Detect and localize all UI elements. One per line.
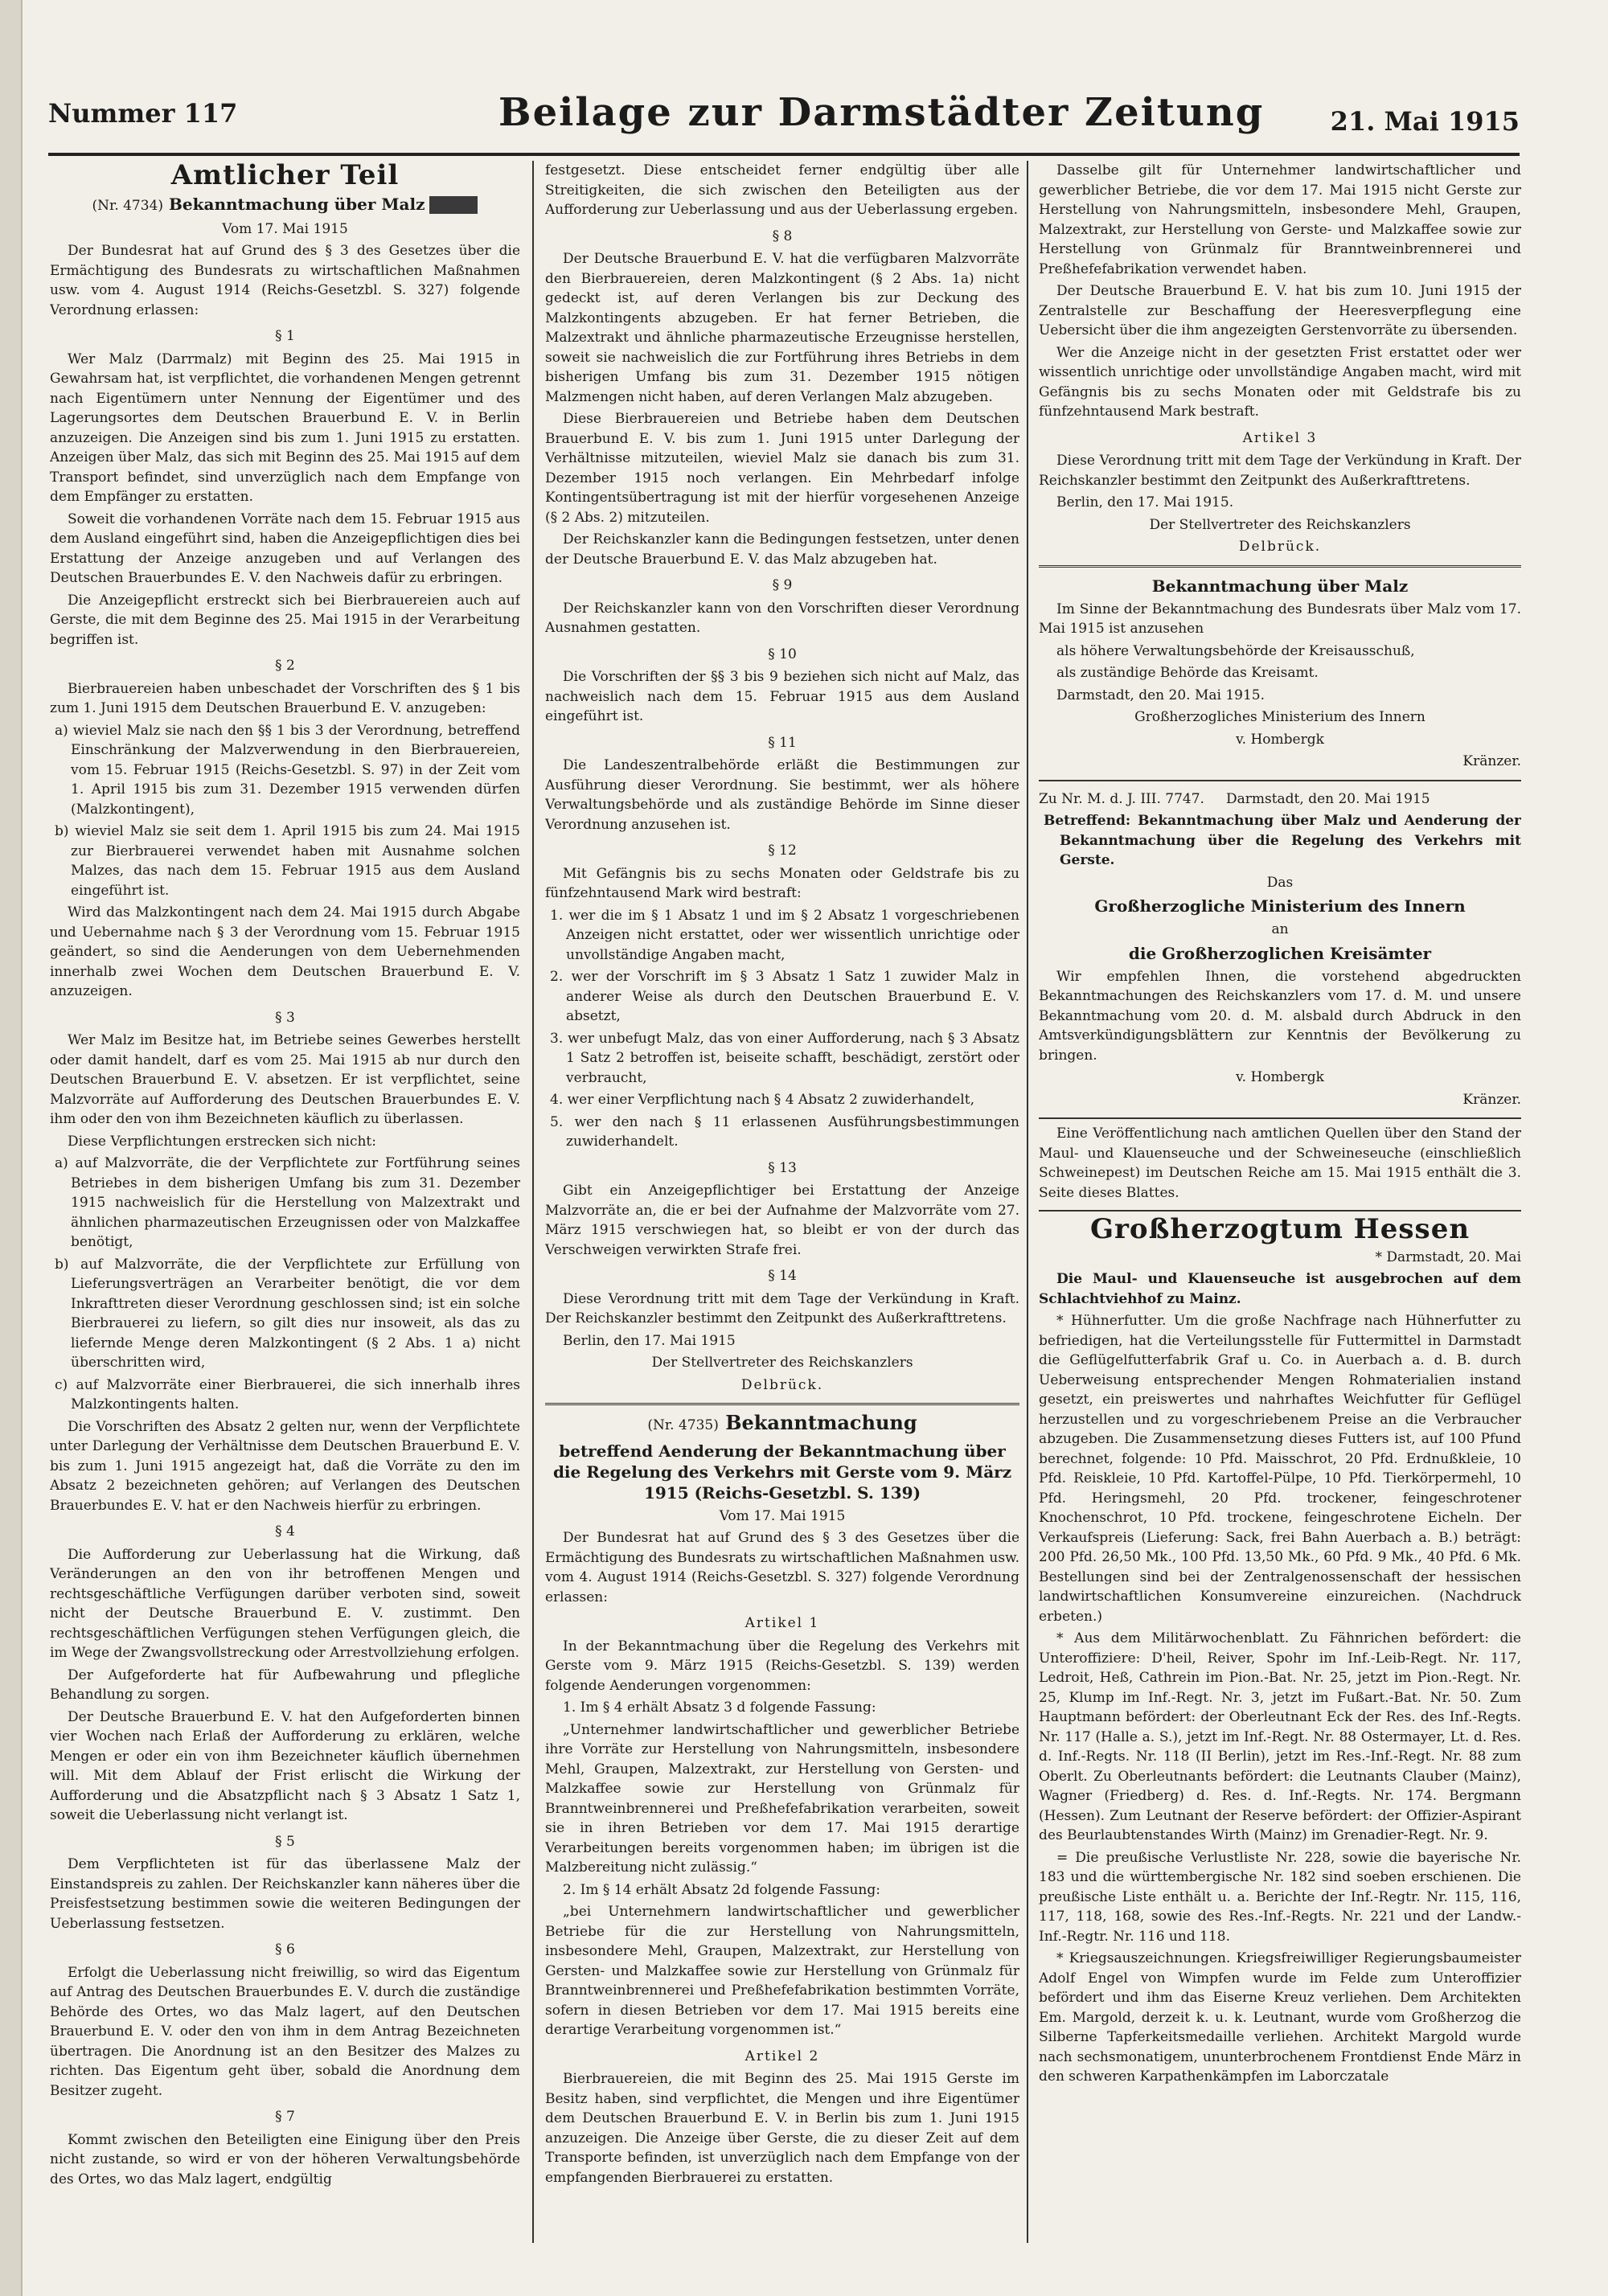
paragraph: Die Vorschriften des Absatz 2 gelten nur, wenn der Verpflichtete unter Darlegung der Verhältnisse dem Deutschen Brauerbund E. V. bis zum 1. Juni 1915 angezeigt hat, daß die Vorräte zu den im Absatz 2 bezeichneten gehören; auf Verlangen des Deutschen Brauerbundes E. V. hat er den Nachweis hierfür zu erbringen. (50, 1418, 520, 1514)
column-2 (545, 161, 1019, 2243)
signature-name: v. Hombergk (1236, 731, 1324, 748)
article-title: Bekanntmachung über Malz (169, 194, 425, 214)
article-mark: Artikel 1 (745, 1615, 820, 1631)
paragraph: Erfolgt die Ueberlassung nicht freiwillig, so wird das Eigentum auf Antrag des Deutschen Brauerbundes E. V. durch die zuständige Behörde des Ortes, wo das Malz lagert, auf den Deutschen Brauerbund E. V. oder den von ihm in dem Antrag Bezeichneten übertragen. Die Anordnung ist an den Besitzer des Malzes zu richten. Das Eigentum geht über, sobald die Anordnung dem Besitzer zugeht. (50, 1964, 520, 2099)
paragraph: Im Sinne der Bekanntmachung des Bundesrats über Malz vom 17. Mai 1915 ist anzusehen (1039, 601, 1521, 637)
column-rule (1027, 161, 1028, 2243)
paragraph: Die Aufforderung zur Ueberlassung hat die Wirkung, daß Veränderungen an den von ihr betroffenen Mengen und rechtsgeschäftliche Verfügungen darüber verboten sind, soweit nicht der Deutsche Brauerbund E. V. zustimmt. Den rechtsgeschäftlichen Verfügungen stehen Verfügungen gleich, die im Wege der Zwangsvollstreckung oder Arrestvollziehung erfolgen. (50, 1546, 520, 1661)
paragraph: Dasselbe gilt für Unternehmer landwirtschaftlicher und gewerblicher Betriebe, die vor dem 17. Mai 1915 nicht Gerste zur Herstellung von Nahrungsmitteln, insbesondere Mehl, Graupen, Malzextrakt, zur Herstellung von Gerste- und Malzkaffee sowie zur Herstellung von Grünmalz für Branntweinbrennerei und Preßhefefabrikation verwendet haben. (1039, 162, 1521, 277)
notice-text: Eine Veröffentlichung nach amtlichen Quellen über den Stand der Maul- und Klauenseuche und der Schweineseuche (einschließlich Schweinepest) im Deutschen Reiche am 15. Mai 1915 enthält die 3. Seite dieses Blattes. (1039, 1125, 1521, 1201)
place-date: Darmstadt, den 20. Mai 1915. (1056, 687, 1265, 703)
section-mark: § 4 (275, 1523, 295, 1540)
ministry-heading: Großherzogliche Ministerium des Innern (1094, 896, 1466, 916)
article-mark: Artikel 2 (745, 2048, 820, 2064)
article-mark: Artikel 3 (1242, 429, 1318, 446)
section-title: Amtlicher Teil (170, 161, 400, 191)
list-item: 4. wer einer Verpflichtung nach § 4 Absatz 2 zuwiderhandelt, (550, 1092, 974, 1108)
list-item: a) wieviel Malz sie nach den §§ 1 bis 3 der Verordnung, betreffend Einschränkung der Malzverwendung in den Bierbrauereien, vom 15. Februar 1915 (Reichs-Gesetzbl. S. 97) in der Zeit vom 1. April 1915 bis zum 31. Dezember 1915 verwenden dürfen (Malzkontingent), (55, 722, 520, 818)
paragraph: Die Vorschriften der §§ 3 bis 9 beziehen sich nicht auf Malz, das nachweislich nach dem 15. Februar 1915 aus dem Ausland eingeführt ist. (545, 669, 1019, 724)
paragraph: Der Deutsche Brauerbund E. V. hat den Aufgeforderten binnen vier Wochen nach Erlaß der Aufforderung zu erklären, welche Mengen er oder ein von ihm Bezeichneter käuflich übernehmen will. Mit dem Ablauf der Frist erlischt die Wirkung der Aufforderung und die Absatzpflicht nach § 3 Absatz 1 Satz 1, soweit die Ueberlassung nicht verlangt ist. (50, 1708, 520, 1823)
signature-name: v. Hombergk (1236, 1069, 1324, 1085)
paragraph: Bierbrauereien haben unbeschadet der Vorschriften des § 1 bis zum 1. Juni 1915 dem Deutschen Brauerbund E. V. anzugeben: (50, 680, 520, 716)
section-mark: § 12 (768, 843, 797, 859)
paragraph: 1. Im § 4 erhält Absatz 3 d folgende Fassung: (563, 1699, 876, 1716)
section-mark: § 6 (275, 1941, 295, 1958)
paragraph: Wer die Anzeige nicht in der gesetzten Frist erstattet oder wer wissentlich unrichtige oder unvollständige Angaben macht, wird mit Gefängnis bis zu sechs Monaten oder mit Geldstrafe bis zu fünfzehntausend Mark bestraft. (1039, 344, 1521, 420)
section-mark: § 14 (768, 1268, 797, 1284)
newspaper-title: Beilage zur Darmstädter Zeitung (498, 90, 1265, 135)
section-mark: § 3 (275, 1009, 295, 1026)
paragraph: Wird das Malzkontingent nach dem 24. Mai 1915 durch Abgabe und Uebernahme nach § 3 der Verordnung vom 15. Februar 1915 geändert, so sind die Aenderungen von dem Uebernehmenden innerhalb zwei Wochen dem Deutschen Brauerbund E. V. anzuzeigen. (50, 904, 520, 999)
paragraph: In der Bekanntmachung über die Regelung des Verkehrs mit Gerste vom 9. März 1915 (Reichs-Gesetzbl. S. 139) werden folgende Aenderungen vorgenommen: (545, 1638, 1019, 1694)
paragraph: festgesetzt. Diese entscheidet ferner endgültig über alle Streitigkeiten, die sich zwischen den Beteiligten aus der Aufforderung zur Ueberlassung und aus der Ueberlassung ergeben. (545, 162, 1019, 218)
header-rule (48, 153, 1520, 156)
paragraph: Wer Malz (Darrmalz) mit Beginn des 25. Mai 1915 in Gewahrsam hat, ist verpflichtet, die vorhandenen Mengen getrennt nach Eigentümern unter Nennung der Eigentümer und des Lagerungsortes dem Deutschen Brauerbund E. V. in Berlin anzuzeigen. Die Anzeigen sind bis zum 1. Juni 1915 zu erstatten. Anzeigen über Malz, das sich mit Beginn des 25. Mai 1915 auf dem Transport befindet, sind unverzüglich nach dem Empfange von dem Empfänger zu erstatten. (50, 351, 520, 505)
list-item: 3. wer unbefugt Malz, das von einer Aufforderung, nach § 3 Absatz 1 Satz 2 betroffen ist, beiseite schafft, beschädigt, zerstört oder verbraucht, (550, 1030, 1019, 1086)
address-word: an (1271, 921, 1289, 937)
news-item: = Die preußische Verlustliste Nr. 228, sowie die bayerische Nr. 183 und die württembergische Nr. 182 sind soeben erschienen. Die preußische Liste enthält u. a. Berichte der Inf.-Regtr. Nr. 115, 116, 117, 118, 168, sowie des Res.-Inf.-Regts. Nr. 221 und der Landw.-Inf.-Regtr. Nr. 116 und 118. (1039, 1849, 1521, 1945)
paragraph: Die Landeszentralbehörde erläßt die Bestimmungen zur Ausführung dieser Verordnung. Sie bestimmt, wer als höhere Verwaltungsbehörde und als zuständige Behörde im Sinne dieser Verordnung anzusehen ist. (545, 757, 1019, 833)
paragraph: als zuständige Behörde das Kreisamt. (1056, 665, 1319, 681)
paragraph: Diese Verpflichtungen erstrecken sich nicht: (68, 1133, 376, 1150)
article-heading (545, 1413, 1019, 1436)
article-number: (Nr. 4735) (647, 1417, 719, 1433)
section-mark: § 1 (275, 328, 295, 344)
quotation: „Unternehmer landwirtschaftlicher und gewerblicher Betriebe ihre Vorräte zur Herstellung von Nahrungsmitteln, insbesondere Mehl, Graupen, Malzextrakt, zur Herstellung von Gersten- und Malzkaffee sowie zur Herstellung von Grünmalz für Branntweinbrennerei und Preßhefefabrikation verarbeiten, soweit sie in ihren Betrieben vor dem 17. Mai 1915 derartige Verarbeitungen bereits vorgenommen haben; im übrigen ist die Malzbereitung nicht zulässig.“ (545, 1721, 1019, 1876)
signature-name: Delbrück. (740, 1376, 824, 1393)
reference-date: Darmstadt, den 20. Mai 1915 (1225, 790, 1430, 807)
paragraph: Der Reichskanzler kann die Bedingungen festsetzen, unter denen der Deutsche Brauerbund E. V. das Malz abzugeben hat. (545, 531, 1019, 568)
section-title: Großherzogtum Hessen (1089, 1213, 1471, 1245)
signature-name: Kränzer. (1462, 1091, 1521, 1108)
section-mark: § 11 (768, 734, 797, 751)
subject-line: Betreffend: Bekanntmachung über Malz und Aenderung der Bekanntmachung über die Regelung des Verkehrs mit Gerste. (1044, 813, 1521, 868)
divider (1039, 780, 1521, 781)
divider (545, 1403, 1019, 1405)
signature-name: Kränzer. (1462, 753, 1521, 769)
section-mark: § 5 (275, 1833, 295, 1850)
binding-margin (0, 0, 23, 2296)
paragraph: Der Aufgeforderte hat für Aufbewahrung und pflegliche Behandlung zu sorgen. (50, 1667, 520, 1703)
news-item: * Kriegsauszeichnungen. Kriegsfreiwilliger Regierungsbaumeister Adolf Engel von Wimpfen wurde im Felde zum Unteroffizier befördert und ihm das Eiserne Kreuz verliehen. Dem Architekten Em. Margold, derzeit k. u. k. Leutnant, wurde vom Großherzog die Silberne Tapferkeitsmedaille verliehen. Architekt Margold wurde nach sechsmonatigem, ununterbrochenem Frontdienst Ende März in den schweren Karpathenkämpfen im Laborczatale (1039, 1950, 1521, 2085)
address-word: Das (1266, 874, 1294, 891)
paragraph: Der Deutsche Brauerbund E. V. hat bis zum 10. Juni 1915 der Zentralstelle zur Beschaffung der Heeresverpflegung eine Uebersicht über die ihm angezeigten Gerstenvorräte zu übersenden. (1039, 283, 1521, 338)
paragraph: Der Deutsche Brauerbund E. V. hat die verfügbaren Malzvorräte den Bierbrauereien, deren Malzkontingent (§ 2 Abs. 1a) nicht gedeckt ist, auf deren Verlangen bis zur Deckung des Malzkontingents abzugeben. Er hat ferner Betrieben, die Malzextrakt und ähnliche pharmazeutische Erzeugnisse herstellen, soweit sie nachweislich die zur Fortführung ihres Betriebs in dem bisherigen Umfang bis zum 31. Dezember 1915 nötigen Malzmengen nicht haben, auf deren Verlangen Malz abzugeben. (545, 251, 1019, 405)
section-mark: § 10 (768, 646, 797, 662)
article-title: Bekanntmachung über Malz (1151, 576, 1409, 596)
list-item: 2. wer der Vorschrift im § 3 Absatz 1 Satz 1 zuwider Malz in anderer Weise als durch den Deutschen Brauerbund E. V. absetzt, (550, 969, 1019, 1024)
paragraph: als höhere Verwaltungsbehörde der Kreisausschuß, (1056, 642, 1415, 659)
section-mark: § 2 (275, 658, 295, 674)
paragraph: Gibt ein Anzeigepflichtiger bei Erstattung der Anzeige Malzvorräte an, die er bei der Aufnahme der Malzvorräte vom 27. März 1915 verschwiegen hat, so bleibt er von der durch das Verschweigen verwirkten Strafe frei. (545, 1183, 1019, 1258)
news-item: * Aus dem Militärwochenblatt. Zu Fähnrichen befördert: die Unteroffiziere: D'heil, Reiver, Spohr im Inf.-Leib-Regt. Nr. 117, Ledroit, Heß, Cathrein im Pion.-Bat. Nr. 25, jetzt im Pion.-Regt. Nr. 25, Klump im Inf.-Regt. Nr. 3, jetzt im Fußart.-Bat. Nr. 50. Zum Hauptmann befördert: der Oberleutnant Eck der Res. des Inf.-Regts. Nr. 117 (Halle a. S.), jetzt im Inf.-Regt. Nr. 88 Ostermayer, Lt. d. Res. d. Inf.-Regts. Nr. 118 (II Berlin), jetzt im Res.-Inf.-Regt. Nr. 88 zum Oberlt. Zu Oberleutnants befördert: die Leutnants Clauber (Mainz), Wagner (Friedberg) d. Res. d. Inf.-Regts. Nr. 174. Bergmann (Hessen). Zum Leutnant der Reserve befördert: der Offizier-Aspirant des Beurlaubtenstandes Wirth (Mainz) im Grenadier-Regt. Nr. 9. (1039, 1630, 1521, 1843)
divider (1039, 565, 1521, 568)
list-item: a) auf Malzvorräte, die der Verpflichtete zur Fortführung seines Betriebes in dem bisherigen Umfang bis zum 31. Dezember 1915 nachweislich für die Herstellung von Malzextrakt und ähnlichen pharmazeutischen Erzeugnissen oder von Malzkaffee benötigt, (55, 1155, 520, 1250)
paragraph: Der Bundesrat hat auf Grund des § 3 des Gesetzes über die Ermächtigung des Bundesrats zu wirtschaftlichen Maßnahmen usw. vom 4. August 1914 (Reichs-Gesetzbl. S. 327) folgende Verordnung erlassen: (50, 243, 520, 318)
article-number: (Nr. 4734) (92, 197, 164, 214)
paragraph: Wer Malz im Besitze hat, im Betriebe seines Gewerbes herstellt oder damit handelt, darf es vom 25. Mai 1915 ab nur durch den Deutschen Brauerbund E. V. absetzen. Er ist verpflichtet, seine Malzvorräte auf Aufforderung des Deutschen Brauerbundes E. V. ihm oder den von ihm Bezeichneten käuflich zu überlassen. (50, 1032, 520, 1127)
paragraph: Bierbrauereien, die mit Beginn des 25. Mai 1915 Gerste im Besitz haben, sind verpflichtet, die Mengen und ihre Eigentümer dem Deutschen Brauerbund E. V. in Berlin bis zum 1. Juni 1915 anzuzeigen. Die Anzeige über Gerste, die zu dieser Zeit auf dem Transporte befinden, ist unverzüglich nach dem Empfange von der empfangenden Bierbrauerei zu erstatten. (545, 2071, 1019, 2186)
column-1 (50, 161, 520, 2243)
issue-date: 21. Mai 1915 (1330, 106, 1520, 137)
masthead (48, 90, 1520, 146)
section-mark: § 9 (772, 577, 793, 593)
section-mark: § 13 (768, 1159, 797, 1176)
article-heading (50, 194, 520, 216)
signature-title: Der Stellvertreter des Reichskanzlers (651, 1355, 913, 1371)
list-item: c) auf Malzvorräte einer Bierbrauerei, die sich innerhalb ihres Malzkontingents halten. (55, 1376, 520, 1412)
list-item: b) auf Malzvorräte, die der Verpflichtete zur Erfüllung von Lieferungsverträgen an Verarbeiter benötigt, die vor dem Inkrafttreten dieser Verordnung geschlossen sind; ist ein solche Bierbrauerei zu liefern, so gilt dies nur insoweit, als das zu liefernde Menge deren Malzkontingent (§ 2 Abs. 1 a) nicht überschritten wird, (55, 1256, 520, 1371)
paragraph: Die Anzeigepflicht erstreckt sich bei Bierbrauereien auch auf Gerste, die mit dem Beginne des 25. Mai 1915 in der Verarbeitung begriffen ist. (50, 592, 520, 648)
notice-box (1039, 1117, 1521, 1212)
paragraph: Der Bundesrat hat auf Grund des § 3 des Gesetzes über die Ermächtigung des Bundesrats zu wirtschaftlichen Maßnahmen usw. vom 4. August 1914 (Reichs-Gesetzbl. S. 327) folgende Verordnung erlassen: (545, 1530, 1019, 1605)
ministry-name: Großherzogliches Ministerium des Innern (1134, 709, 1425, 725)
article-title: Bekanntmachung (725, 1411, 917, 1434)
place-date: Berlin, den 17. Mai 1915. (1056, 494, 1234, 510)
list-item: 1. wer die im § 1 Absatz 1 und im § 2 Absatz 1 vorgeschriebenen Anzeigen nicht erstattet, oder wer wissentlich unrichtige oder unvollständige Angaben macht, (550, 907, 1019, 963)
paragraph: Kommt zwischen den Beteiligten eine Einigung über den Preis nicht zustande, so wird er von der höheren Verwaltungsbehörde des Ortes, wo das Malz lagert, endgültig (50, 2131, 520, 2187)
paragraph: Mit Gefängnis bis zu sechs Monaten oder Geldstrafe bis zu fünfzehntausend Mark wird bestraft: (545, 865, 1019, 901)
article-subtitle: betreffend Aenderung der Bekanntmachung über die Regelung des Verkehrs mit Gerste vom 9. März 1915 (Reichs-Gesetzbl. S. 139) (552, 1441, 1012, 1503)
column-3 (1039, 161, 1521, 2243)
reference-code: Zu Nr. M. d. J. III. 7747. (1039, 790, 1204, 807)
list-item: 5. wer den nach § 11 erlassenen Ausführungsbestimmungen zuwiderhandelt. (550, 1113, 1019, 1150)
section-mark: § 8 (772, 228, 793, 244)
section-mark: § 7 (275, 2109, 295, 2125)
place-date: Berlin, den 17. Mai 1915 (563, 1332, 736, 1349)
ink-stamp-icon (429, 196, 478, 214)
date-line: Vom 17. Mai 1915 (222, 220, 348, 237)
date-line: Vom 17. Mai 1915 (719, 1507, 846, 1524)
issue-number: Nummer 117 (48, 98, 238, 129)
column-rule (532, 161, 534, 2243)
reference-number (1039, 789, 1521, 810)
signature-title: Der Stellvertreter des Reichskanzlers (1149, 516, 1411, 533)
quotation: „bei Unternehmern landwirtschaftlicher und gewerblicher Betriebe für die zur Herstellung von Nahrungsmitteln, insbesondere Mehl, Graupen, Malzextrakt, zur Herstellung von Gersten- und Malzkaffee sowie zur Herstellung von Grünmalz für Branntweinbrennerei und Preßhefefabrikation bestimmten Vorräte, sofern in diesen Betrieben vor dem 17. Mai 1915 bereits eine derartige Verarbeitung vorgenommen ist.“ (545, 1904, 1019, 2038)
paragraph: Der Reichskanzler kann von den Vorschriften dieser Verordnung Ausnahmen gestatten. (545, 600, 1019, 636)
signature-name: Delbrück. (1238, 539, 1322, 555)
recipients-heading: die Großherzoglichen Kreisämter (1128, 943, 1432, 963)
list-item: b) wieviel Malz sie seit dem 1. April 1915 bis zum 24. Mai 1915 zur Bierbrauerei verwendet haben mit Ausnahme solchen Malzes, das nach dem 15. Februar 1915 aus dem Ausland eingeführt ist. (55, 823, 520, 899)
news-item: * Hühnerfutter. Um die große Nachfrage nach Hühnerfutter zu befriedigen, hat die Verteilungsstelle für Futtermittel in Darmstadt die Geflügelfutterfabrik Graf u. Co. in Auerbach a. d. B. durch Ueberweisung entsprechender Mengen Rohmaterialien instand gesetzt, ein preiswertes und nahrhaftes Weichfutter für Geflügel herzustellen und zu vorgeschriebenem Preise an die Verbraucher abzugeben. Die Zusammensetzung dieses Futters ist, auf 100 Pfund berechnet, folgende: 10 Pfd. Maisschrot, 20 Pfd. Erdnußkleie, 10 Pfd. Reiskleie, 10 Pfd. Kartoffel-Pülpe, 10 Pfd. Tierkörpermehl, 10 Pfd. Heringsmehl, 20 Pfd. trockener, feingeschrotener Knochenschrot, 10 Pfd. trockene, feingeschrotene Eicheln. Der Verkaufspreis (Lieferung: Sack, frei Bahn Auerbach a. B.) beträgt: 200 Pfd. 26,50 Mk., 100 Pfd. 13,50 Mk., 60 Pfd. 9 Mk., 40 Pfd. 6 Mk. Bestellungen sind bei der Zentralgenossenschaft der hessischen landwirtschaftlichen Konsumvereine einzureichen. (Nachdruck erbeten.) (1039, 1313, 1521, 1625)
paragraph: Diese Bierbrauereien und Betriebe haben dem Deutschen Brauerbund E. V. bis zum 1. Juni 1915 unter Darlegung der Verhältnisse mitzuteilen, wieviel Malz sie danach bis zum 31. Dezember 1915 noch verlangen. Ein Mehrbedarf infolge Kontingentsübertragung ist mit der hierfür vorgesehenen Anzeige (§ 2 Abs. 2) mitzuteilen. (545, 411, 1019, 526)
paragraph: Wir empfehlen Ihnen, die vorstehend abgedruckten Bekanntmachungen des Reichskanzlers vom 17. d. M. und unsere Bekanntmachung vom 20. d. M. alsbald durch Abdruck in den Amtsverkündigungsblättern zur Kenntnis der Bevölkerung zu bringen. (1039, 968, 1521, 1064)
dateline: * Darmstadt, 20. Mai (1375, 1248, 1521, 1265)
paragraph: 2. Im § 14 erhält Absatz 2d folgende Fassung: (563, 1881, 880, 1898)
paragraph: Diese Verordnung tritt mit dem Tage der Verkündung in Kraft. Der Reichskanzler bestimmt den Zeitpunkt des Außerkrafttretens. (1039, 453, 1521, 489)
paragraph: Soweit die vorhandenen Vorräte nach dem 15. Februar 1915 aus dem Ausland eingeführt sind, haben die Anzeigepflichtigen dies bei Erstattung der Anzeige anzugeben und auf Verlangen des Deutschen Brauerbundes E. V. den Nachweis dafür zu erbringen. (50, 510, 520, 586)
news-item: Die Maul- und Klauenseuche ist ausgebrochen auf dem Schlachtviehhof zu Mainz. (1039, 1271, 1521, 1307)
paragraph: Dem Verpflichteten ist für das überlassene Malz der Einstandspreis zu zahlen. Der Reichskanzler kann näheres über die Preisfestsetzung bestimmen sowie die weiteren Bedingungen der Ueberlassung festsetzen. (50, 1856, 520, 1932)
paragraph: Diese Verordnung tritt mit dem Tage der Verkündung in Kraft. Der Reichskanzler bestimmt den Zeitpunkt des Außerkrafttretens. (545, 1290, 1019, 1326)
